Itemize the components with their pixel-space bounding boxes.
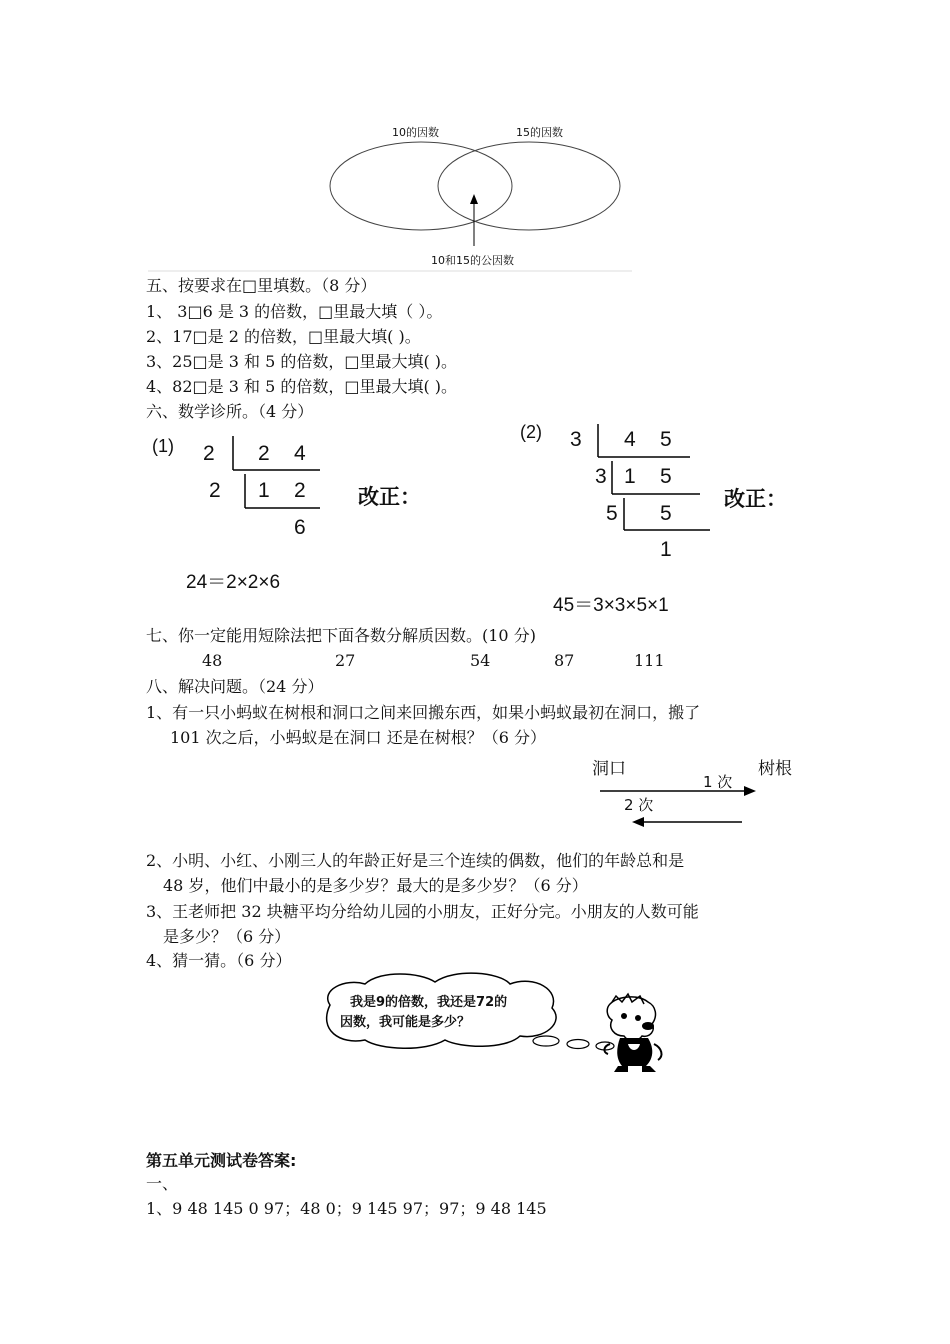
problem1-result: 6 bbox=[294, 516, 306, 539]
problem2-row3-digit: 5 bbox=[660, 502, 672, 525]
problem2-row2-digit-1: 1 bbox=[624, 465, 636, 488]
problem2-divisor-2: 3 bbox=[595, 465, 607, 488]
problem1-equation: 24＝2×2×6 bbox=[186, 572, 281, 593]
section7-number-27: 27 bbox=[335, 651, 356, 670]
venn-bottom-label: 10和15的公因数 bbox=[431, 254, 514, 267]
problem1-divisor-2: 2 bbox=[209, 479, 221, 502]
answers-part1: 一、 bbox=[146, 1174, 179, 1193]
answers-line1: 1、9 48 145 0 97；48 0；9 145 97；97；9 48 145 bbox=[146, 1199, 547, 1218]
section7-number-48: 48 bbox=[202, 651, 223, 670]
section5-item-2: 2、17□是 2 的倍数，□里最大填( )。 bbox=[146, 327, 421, 346]
problem2-divisor-1: 3 bbox=[570, 428, 582, 451]
question2-line2: 48 岁，他们中最小的是多少岁？最大的是多少岁？（6 分） bbox=[163, 876, 588, 895]
bubble-line1: 我是9的倍数，我还是72的 bbox=[350, 995, 508, 1010]
problem2-divisor-3: 5 bbox=[606, 502, 618, 525]
section7-number-54: 54 bbox=[470, 651, 491, 670]
problem1-label: (1) bbox=[152, 436, 174, 456]
section5-item-3: 3、25□是 3 和 5 的倍数，□里最大填( )。 bbox=[146, 352, 458, 371]
section7-number-111: 111 bbox=[634, 651, 665, 670]
section5-item-1: 1、 3□6 是 3 的倍数，□里最大填（ ）。 bbox=[146, 302, 443, 321]
section6-title: 六、数学诊所。（4 分） bbox=[146, 402, 314, 421]
venn-left-label: 10的因数 bbox=[392, 126, 439, 139]
cartoon-character-icon bbox=[598, 994, 678, 1074]
section7-number-87: 87 bbox=[554, 651, 575, 670]
diagram-root-label: 树根 bbox=[758, 759, 792, 779]
problem1-row1-digit-1: 2 bbox=[258, 442, 270, 465]
problem1-divisor-1: 2 bbox=[203, 442, 215, 465]
problem2-row2-digit-2: 5 bbox=[660, 465, 672, 488]
problem2-equation: 45＝3×3×5×1 bbox=[553, 595, 669, 616]
problem2-correction: 改正： bbox=[724, 488, 787, 511]
problem1-correction: 改正： bbox=[358, 486, 421, 509]
venn-right-label: 15的因数 bbox=[516, 126, 563, 139]
bubble-line2: 因数，我可能是多少？ bbox=[340, 1015, 471, 1030]
section7-title: 七、你一定能用短除法把下面各数分解质因数。(10 分) bbox=[146, 626, 536, 645]
problem1-row2-digit-1: 1 bbox=[258, 479, 270, 502]
diagram-trip2-label: 2 次 bbox=[624, 796, 654, 814]
question3-line1: 3、王老师把 32 块糖平均分给幼儿园的小朋友，正好分完。小朋友的人数可能 bbox=[146, 902, 699, 921]
question1-line1: 1、有一只小蚂蚁在树根和洞口之间来回搬东西，如果小蚂蚁最初在洞口，搬了 bbox=[146, 703, 701, 722]
problem2-label: (2) bbox=[520, 422, 542, 442]
question1-line2: 101 次之后，小蚂蚁是在洞口 还是在树根？（6 分） bbox=[170, 728, 546, 747]
problem1-row1-digit-2: 4 bbox=[294, 442, 306, 465]
question4: 4、猜一猜。（6 分） bbox=[146, 951, 292, 970]
diagram-hole-label: 洞口 bbox=[592, 759, 626, 779]
question3-line2: 是多少？（6 分） bbox=[163, 927, 291, 946]
problem2-row1-digit-2: 5 bbox=[660, 428, 672, 451]
problem1-row2-digit-2: 2 bbox=[294, 479, 306, 502]
problem2-row1-digit-1: 4 bbox=[624, 428, 636, 451]
diagram-trip1-label: 1 次 bbox=[703, 773, 733, 791]
problem2-result: 1 bbox=[660, 538, 672, 561]
question2-line1: 2、小明、小红、小刚三人的年龄正好是三个连续的偶数，他们的年龄总和是 bbox=[146, 851, 685, 870]
answers-title: 第五单元测试卷答案: bbox=[146, 1151, 297, 1170]
section5-title: 五、按要求在□里填数。（8 分） bbox=[146, 276, 377, 295]
section8-title: 八、解决问题。（24 分） bbox=[146, 677, 324, 696]
section5-item-4: 4、82□是 3 和 5 的倍数，□里最大填( )。 bbox=[146, 377, 458, 396]
